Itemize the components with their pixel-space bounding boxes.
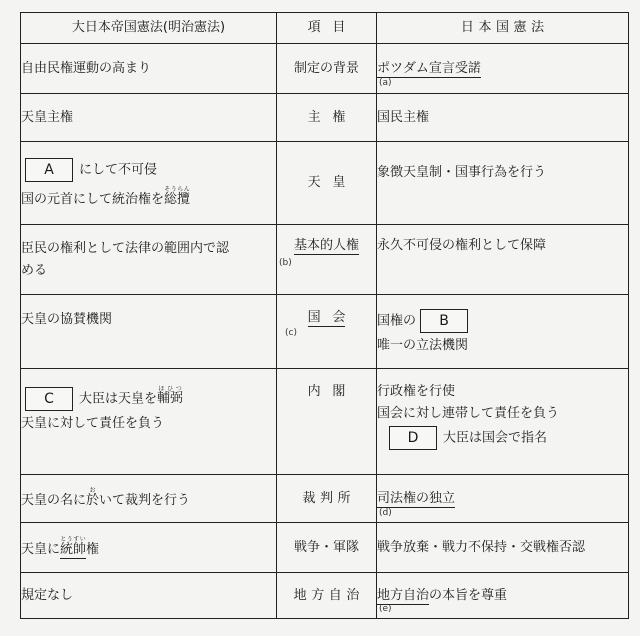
cell-item: 裁判所 xyxy=(277,475,377,523)
table-row xyxy=(21,295,629,369)
annotation-mark: (a) xyxy=(379,78,392,88)
constitution-comparison-table xyxy=(20,12,629,619)
table-row xyxy=(21,225,629,295)
cell-nihonkoku: 象徴天皇制・国事行為を行う xyxy=(377,142,629,225)
annotation-mark: (c) xyxy=(285,328,297,338)
cell-item: 主権 xyxy=(277,94,377,142)
header-meiji-constitution: 大日本帝国憲法(明治憲法) xyxy=(21,13,277,44)
cell-meiji: 天皇の名に於おいて裁判を行う xyxy=(21,475,277,523)
cell-meiji: A にして不可侵 国の元首にして統治権を総攬そうらん xyxy=(21,142,277,225)
cell-item: 天皇 xyxy=(277,142,377,225)
cell-meiji: 規定なし xyxy=(21,573,277,619)
cell-nihonkoku: 国民主権 xyxy=(377,94,629,142)
cell-nihonkoku: 地方自治の本旨を尊重 (e) xyxy=(377,573,629,619)
table-row xyxy=(21,44,629,94)
underlined-term: ポツダム宣言受諾 xyxy=(377,60,481,76)
header-item: 項目 xyxy=(277,13,377,44)
cell-meiji: C 大臣は天皇を輔弼ほひつ 天皇に対して責任を負う xyxy=(21,369,277,475)
annotation-mark: (e) xyxy=(379,604,392,614)
cell-item: 戦争・軍隊 xyxy=(277,523,377,573)
table-row xyxy=(21,573,629,619)
cell-item: 基本的人権 (b) xyxy=(277,225,377,295)
cell-nihonkoku: 行政権を行使 国会に対し連帯して責任を負う D 大臣は国会で指名 xyxy=(377,369,629,475)
blank-box-d: D xyxy=(389,426,437,450)
table-row xyxy=(21,94,629,142)
cell-item: 制定の背景 xyxy=(277,44,377,94)
cell-item: 地方自治 xyxy=(277,573,377,619)
blank-box-a: A xyxy=(25,158,73,182)
table-row xyxy=(21,369,629,475)
cell-item: 内閣 xyxy=(277,369,377,475)
table-row xyxy=(21,523,629,573)
cell-meiji: 天皇の協賛機関 xyxy=(21,295,277,369)
annotation-mark: (b) xyxy=(279,258,292,268)
cell-nihonkoku: 司法権の独立 (d) xyxy=(377,475,629,523)
cell-meiji: 天皇主権 xyxy=(21,94,277,142)
blank-box-b: B xyxy=(420,309,468,333)
table-row xyxy=(21,142,629,225)
header-nihonkoku-constitution: 日本国憲法 xyxy=(377,13,629,44)
cell-meiji: 臣民の権利として法律の範囲内で認 める xyxy=(21,225,277,295)
blank-box-c: C xyxy=(25,387,73,411)
cell-meiji: 自由民権運動の高まり xyxy=(21,44,277,94)
table-header-row xyxy=(21,13,629,44)
cell-nihonkoku: 永久不可侵の権利として保障 xyxy=(377,225,629,295)
cell-meiji: 天皇に統帥とうすい権 xyxy=(21,523,277,573)
cell-item: 国会 (c) xyxy=(277,295,377,369)
annotation-mark: (d) xyxy=(379,508,392,518)
cell-nihonkoku xyxy=(377,44,629,94)
table-row xyxy=(21,475,629,523)
cell-nihonkoku: 国権の B 唯一の立法機関 xyxy=(377,295,629,369)
cell-nihonkoku: 戦争放棄・戦力不保持・交戦権否認 xyxy=(377,523,629,573)
